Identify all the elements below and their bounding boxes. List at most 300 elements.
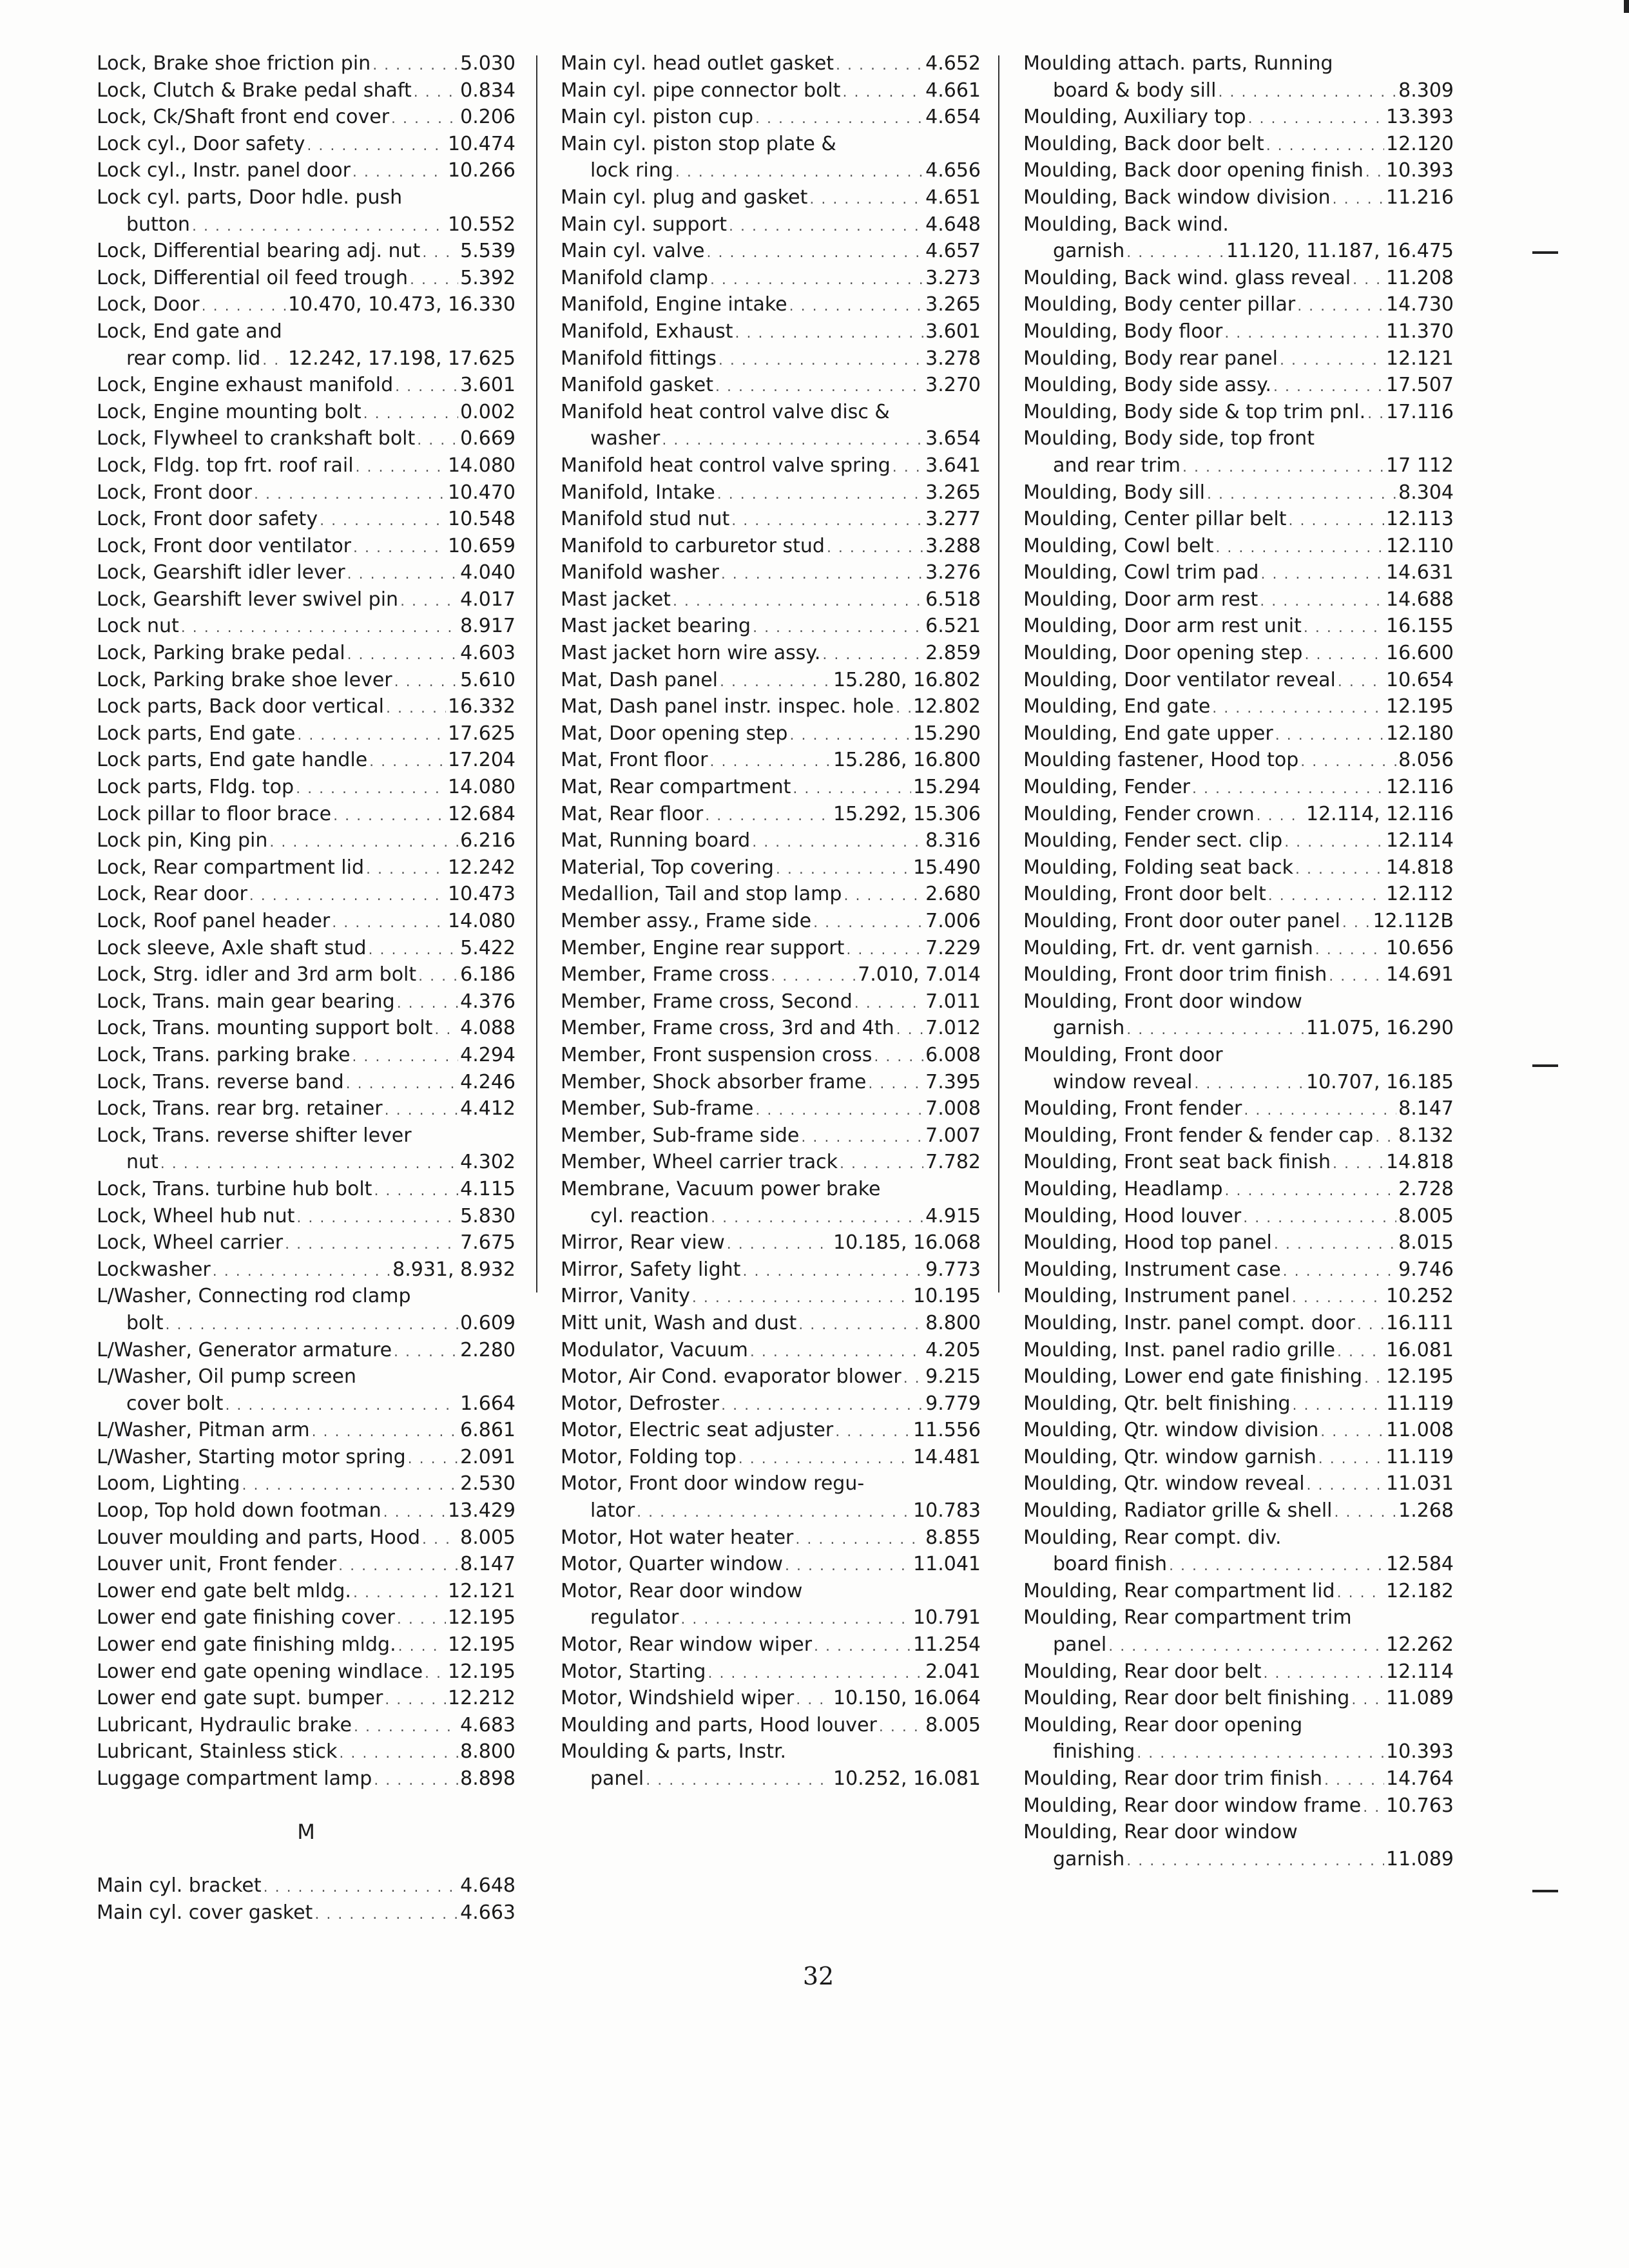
entry-reference: 4.115	[460, 1177, 516, 1200]
index-entry	[561, 1497, 981, 1524]
entry-term: garnish	[1053, 1017, 1125, 1040]
entry-reference: 7.012	[925, 1017, 981, 1040]
entry-reference: 11.370	[1386, 320, 1454, 343]
index-entry	[1023, 1846, 1454, 1873]
entry-term: Moulding, Door ventilator reveal	[1023, 668, 1336, 691]
index-entry	[97, 961, 516, 988]
entry-term: Lock cyl., Door safety	[97, 132, 305, 155]
entry-term: Lock, Door	[97, 293, 200, 316]
entry-term: washer	[590, 427, 660, 450]
entry-reference: 14.818	[1386, 856, 1454, 879]
dot-leader	[394, 1339, 458, 1364]
dot-leader	[814, 1633, 911, 1658]
dot-leader	[1307, 1472, 1384, 1497]
index-entry	[1023, 533, 1454, 560]
entry-term: Lock parts, Back door vertical	[97, 695, 385, 718]
entry-term: Motor, Air Cond. evaporator blower	[561, 1365, 901, 1389]
entry-reference: 16.155	[1386, 615, 1454, 638]
entry-term: Lock parts, End gate handle	[97, 749, 368, 772]
entry-term: Moulding, Cowl trim pad	[1023, 561, 1259, 584]
index-entry	[561, 1283, 981, 1310]
dot-leader	[1243, 1205, 1396, 1230]
dot-leader	[1375, 1124, 1396, 1149]
entry-term: Motor, Electric seat adjuster	[561, 1419, 834, 1442]
entry-reference: 3.277	[925, 508, 981, 531]
index-entry	[97, 1578, 516, 1605]
entry-reference: 12.121	[448, 1579, 516, 1602]
index-entry	[97, 1176, 516, 1203]
dot-leader	[776, 856, 911, 881]
dot-leader	[718, 347, 923, 372]
entry-term: Lock, Brake shoe friction pin	[97, 52, 371, 75]
index-entry	[561, 935, 981, 962]
entry-reference: 12.195	[1386, 1365, 1454, 1389]
index-entry	[97, 265, 516, 292]
entry-term: Motor, Defroster	[561, 1392, 720, 1415]
entry-reference: 5.392	[460, 266, 516, 289]
entry-term: Mast jacket bearing	[561, 615, 751, 638]
index-entry	[1023, 854, 1454, 881]
entry-reference: 17.625	[448, 722, 516, 745]
entry-reference: 15.280, 16.802	[833, 668, 981, 691]
entry-reference: 0.002	[460, 400, 516, 423]
index-entry	[561, 1524, 981, 1552]
entry-term: Lock, Differential bearing adj. nut	[97, 240, 421, 263]
dot-leader	[333, 803, 446, 828]
entry-term: Lock, Wheel hub nut	[97, 1204, 295, 1227]
index-entry	[561, 774, 981, 801]
entry-reference: 12.802	[913, 695, 981, 718]
entry-term: Motor, Folding top	[561, 1445, 737, 1468]
index-entry	[561, 1176, 981, 1203]
entry-reference: 4.648	[460, 1874, 516, 1898]
dot-leader	[213, 1258, 390, 1283]
dot-leader	[181, 615, 458, 640]
entry-reference: 10.150, 16.064	[833, 1687, 981, 1710]
index-entry	[561, 1095, 981, 1122]
dot-leader	[366, 856, 446, 881]
entry-reference: 4.412	[460, 1097, 516, 1120]
entry-term: board finish	[1053, 1553, 1168, 1576]
index-column-3	[1023, 50, 1454, 1872]
index-entry	[97, 1310, 516, 1337]
dot-leader	[1225, 1178, 1397, 1203]
entry-term: Lock nut	[97, 615, 179, 638]
entry-reference: 12.584	[1386, 1553, 1454, 1576]
dot-leader	[1207, 481, 1396, 506]
dot-leader	[1353, 267, 1384, 292]
dot-leader	[352, 159, 446, 184]
entry-reference: 17.204	[448, 749, 516, 772]
entry-term: Lock, Front door ventilator	[97, 534, 352, 557]
index-entry	[97, 50, 516, 77]
dot-leader	[1363, 1794, 1384, 1820]
dot-leader	[1182, 454, 1384, 479]
entry-reference: 7.782	[925, 1151, 981, 1174]
index-entry	[1023, 104, 1454, 131]
entry-reference: 12.182	[1386, 1579, 1454, 1602]
entry-term: Manifold washer	[561, 561, 719, 584]
entry-term: Lock, Ck/Shaft front end cover	[97, 106, 390, 129]
dot-leader	[347, 561, 459, 586]
dot-leader	[721, 1392, 923, 1418]
entry-term: Moulding, Back door belt	[1023, 132, 1264, 155]
index-entry	[97, 1604, 516, 1631]
entry-reference: 4.302	[460, 1151, 516, 1174]
index-entry	[97, 1738, 516, 1765]
entry-reference: 3.278	[925, 347, 981, 370]
dot-leader	[1257, 803, 1304, 828]
entry-term: Modulator, Vacuum	[561, 1338, 748, 1361]
entry-term: L/Washer, Generator armature	[97, 1338, 392, 1361]
entry-reference: 15.292, 15.306	[833, 802, 981, 825]
entry-term: Mat, Rear compartment	[561, 776, 791, 799]
index-entry	[561, 1738, 981, 1765]
entry-term: Moulding, Rear compartment trim	[1023, 1606, 1352, 1629]
dot-leader	[738, 1446, 911, 1471]
entry-reference: 4.683	[460, 1713, 516, 1736]
entry-reference: 4.205	[925, 1338, 981, 1361]
entry-reference: 10.552	[448, 213, 516, 236]
index-entry	[1023, 479, 1454, 506]
entry-term: Lock, Fldg. top frt. roof rail	[97, 454, 354, 477]
entry-term: Moulding, Rear door belt	[1023, 1660, 1262, 1683]
entry-term: Main cyl. pipe connector bolt	[561, 79, 841, 102]
dot-leader	[285, 1231, 458, 1256]
entry-term: Moulding, Fender	[1023, 776, 1191, 799]
index-entry	[97, 184, 516, 211]
dot-leader	[369, 749, 446, 774]
entry-reference: 12.110	[1386, 534, 1454, 557]
entry-term: Louver moulding and parts, Hood	[97, 1526, 421, 1549]
entry-term: Moulding, End gate	[1023, 695, 1211, 718]
index-entry	[561, 1604, 981, 1631]
index-entry	[1023, 1444, 1454, 1471]
entry-term: Motor, Hot water heater	[561, 1526, 794, 1549]
index-entry	[97, 1444, 516, 1471]
entry-reference: 3.270	[925, 374, 981, 397]
entry-term: Lock pillar to floor brace	[97, 802, 332, 825]
index-entry	[97, 1470, 516, 1497]
entry-term: Moulding, Cowl belt	[1023, 534, 1214, 557]
entry-term: Lock, Strg. idler and 3rd arm bolt	[97, 963, 417, 986]
index-entry	[561, 961, 981, 988]
dot-leader	[1284, 829, 1384, 854]
dot-leader	[795, 1526, 923, 1552]
entry-term: panel	[1053, 1633, 1107, 1657]
entry-term: Membrane, Vacuum power brake	[561, 1177, 881, 1200]
dot-leader	[1320, 1419, 1384, 1444]
entry-term: Main cyl. bracket	[97, 1874, 262, 1898]
index-entry	[97, 1417, 516, 1444]
entry-reference: 4.657	[925, 240, 981, 263]
entry-reference: 9.215	[925, 1365, 981, 1389]
entry-term: Lock, Gearshift idler lever	[97, 561, 345, 584]
entry-term: cover bolt	[126, 1392, 224, 1415]
entry-term: Moulding, Fender sect. clip	[1023, 829, 1283, 852]
entry-term: Moulding, Radiator grille & shell	[1023, 1499, 1333, 1523]
index-entry	[97, 1658, 516, 1686]
entry-term: Mast jacket horn wire assy.	[561, 642, 821, 665]
entry-reference: 12.195	[448, 1660, 516, 1683]
entry-reference: 12.114, 12.116	[1306, 802, 1454, 825]
index-entry	[1023, 1283, 1454, 1310]
index-entry	[1023, 291, 1454, 318]
entry-reference: 14.730	[1386, 293, 1454, 316]
index-entry	[1023, 586, 1454, 613]
entry-term: Moulding, Rear compartment lid	[1023, 1579, 1335, 1602]
spacer	[97, 1846, 516, 1873]
dot-leader	[296, 776, 446, 801]
index-entry	[1023, 1149, 1454, 1176]
entry-reference: 7.675	[460, 1231, 516, 1254]
entry-reference: 8.147	[460, 1553, 516, 1576]
index-entry	[1023, 211, 1454, 238]
index-entry	[561, 559, 981, 586]
dot-leader	[715, 374, 923, 399]
entry-term: Member, Frame cross	[561, 963, 769, 986]
entry-reference: 12.116	[1386, 776, 1454, 799]
dot-leader	[1300, 749, 1396, 774]
index-entry	[561, 318, 981, 345]
index-entry	[1023, 1256, 1454, 1283]
dot-leader	[1126, 1017, 1304, 1042]
entry-term: Member, Frame cross, 3rd and 4th	[561, 1017, 894, 1040]
corner-mark	[1624, 0, 1629, 13]
entry-term: Manifold fittings	[561, 347, 717, 370]
entry-reference: 6.186	[460, 963, 516, 986]
index-entry	[561, 747, 981, 774]
dot-leader	[254, 481, 446, 506]
index-entry	[561, 1203, 981, 1230]
entry-reference: 11.031	[1386, 1472, 1454, 1495]
dot-leader	[771, 963, 856, 988]
dot-leader	[675, 159, 923, 184]
index-entry	[97, 1149, 516, 1176]
entry-reference: 8.132	[1398, 1124, 1454, 1147]
dot-leader	[410, 267, 458, 292]
entry-reference: 7.229	[925, 936, 981, 959]
entry-term: Moulding, Body center pillar	[1023, 293, 1296, 316]
entry-reference: 11.120, 11.187, 16.475	[1226, 240, 1454, 263]
index-entry	[1023, 881, 1454, 908]
dot-leader	[735, 320, 924, 345]
entry-term: Member assy., Frame side	[561, 910, 812, 932]
entry-term: Moulding, Front fender	[1023, 1097, 1242, 1120]
index-entry	[561, 1470, 981, 1497]
index-entry	[1023, 1122, 1454, 1149]
entry-term: Moulding, Rear door window frame	[1023, 1794, 1362, 1817]
entry-reference: 4.648	[925, 213, 981, 236]
index-entry	[97, 479, 516, 506]
entry-term: Lock, Front door	[97, 481, 252, 504]
dot-leader	[1357, 1312, 1384, 1337]
entry-reference: 8.855	[925, 1526, 981, 1549]
index-entry	[97, 1390, 516, 1418]
dot-leader	[332, 910, 446, 935]
entry-term: Moulding, Rear door window	[1023, 1821, 1298, 1844]
entry-reference: 6.008	[925, 1043, 981, 1066]
dot-leader	[397, 1606, 446, 1631]
entry-reference: 9.773	[925, 1258, 981, 1281]
entry-term: panel	[590, 1767, 644, 1790]
entry-reference: 10.548	[448, 508, 516, 531]
dot-leader	[1260, 561, 1384, 586]
index-entry	[1023, 157, 1454, 184]
entry-term: Moulding, Hood louver	[1023, 1204, 1242, 1227]
index-entry	[97, 1872, 516, 1899]
dot-leader	[391, 106, 458, 131]
entry-reference: 12.120	[1386, 132, 1454, 155]
entry-term: Moulding, Body sill	[1023, 481, 1205, 504]
entry-term: Moulding, Front door belt	[1023, 883, 1266, 906]
entry-reference: 10.393	[1386, 159, 1454, 182]
entry-term: Moulding fastener, Hood top	[1023, 749, 1299, 772]
dot-leader	[731, 508, 923, 533]
entry-reference: 7.007	[925, 1124, 981, 1147]
index-entry	[1023, 131, 1454, 158]
index-entry	[1023, 1470, 1454, 1497]
entry-term: Moulding, Frt. dr. vent garnish	[1023, 936, 1313, 959]
dot-leader	[1304, 642, 1384, 667]
dot-leader	[711, 1205, 923, 1230]
entry-reference: 3.641	[925, 454, 981, 477]
entry-reference: 12.113	[1386, 508, 1454, 531]
dot-leader	[1268, 883, 1384, 908]
entry-term: Lower end gate finishing mldg.	[97, 1633, 396, 1657]
index-entry	[97, 747, 516, 774]
index-entry	[1023, 265, 1454, 292]
entry-reference: 11.041	[913, 1553, 981, 1576]
index-entry	[1023, 1417, 1454, 1444]
dot-leader	[386, 695, 446, 720]
dot-leader	[312, 1419, 459, 1444]
entry-term: Main cyl. cover gasket	[97, 1901, 313, 1924]
entry-term: and rear trim	[1053, 454, 1181, 477]
index-entry	[97, 1363, 516, 1390]
entry-reference: 0.609	[460, 1311, 516, 1334]
entry-reference: 14.691	[1386, 963, 1454, 986]
index-entry	[561, 425, 981, 452]
index-entry	[97, 1283, 516, 1310]
entry-term: Moulding, Qtr. window garnish	[1023, 1445, 1316, 1468]
entry-term: Lock pin, King pin	[97, 829, 268, 852]
index-entry	[97, 586, 516, 613]
entry-reference: 17.507	[1386, 374, 1454, 397]
dot-leader	[242, 1472, 458, 1497]
entry-term: Main cyl. head outlet gasket	[561, 52, 834, 75]
entry-reference: 14.080	[448, 910, 516, 932]
entry-reference: 12.114	[1386, 829, 1454, 852]
entry-term: Moulding, Instr. panel compt. door	[1023, 1311, 1355, 1334]
entry-reference: 10.707, 16.185	[1306, 1070, 1454, 1093]
entry-reference: 10.654	[1386, 668, 1454, 691]
entry-reference: 12.112	[1386, 883, 1454, 906]
dot-leader	[789, 293, 924, 318]
entry-term: Main cyl. piston cup	[561, 106, 754, 129]
entry-reference: 10.185, 16.068	[833, 1231, 981, 1254]
index-entry	[1023, 1015, 1454, 1042]
dot-leader	[353, 1580, 446, 1605]
dot-leader	[1318, 1446, 1384, 1471]
entry-reference: 4.088	[460, 1017, 516, 1040]
entry-term: Luggage compartment lamp	[97, 1767, 372, 1790]
entry-term: Lock, End gate and	[97, 320, 282, 343]
dot-leader	[1218, 79, 1396, 104]
index-entry	[97, 1899, 516, 1927]
index-entry	[97, 506, 516, 533]
index-entry	[97, 425, 516, 452]
entry-term: Mat, Running board	[561, 829, 751, 852]
dot-leader	[1324, 1767, 1384, 1792]
entry-term: Lock, Trans. reverse band	[97, 1070, 344, 1093]
entry-reference: 14.631	[1386, 561, 1454, 584]
entry-term: L/Washer, Pitman arm	[97, 1419, 310, 1442]
index-entry	[97, 1765, 516, 1792]
dot-leader	[1333, 1151, 1384, 1176]
dot-leader	[374, 1178, 458, 1203]
dot-leader	[202, 293, 286, 318]
entry-term: Manifold, Intake	[561, 481, 715, 504]
entry-term: Mirror, Vanity	[561, 1285, 690, 1308]
page-number: 32	[802, 1962, 834, 1990]
dot-leader	[1275, 722, 1384, 747]
entry-term: Mat, Front floor	[561, 749, 708, 772]
entry-reference: 14.080	[448, 776, 516, 799]
index-entry	[97, 211, 516, 238]
entry-term: Member, Wheel carrier track	[561, 1151, 838, 1174]
dot-leader	[269, 829, 458, 854]
dot-leader	[372, 52, 458, 77]
entry-reference: 6.518	[925, 588, 981, 611]
entry-reference: 0.206	[460, 106, 516, 129]
entry-reference: 8.056	[1398, 749, 1454, 772]
index-entry	[561, 1417, 981, 1444]
dot-leader	[1283, 1258, 1396, 1283]
index-entry	[1023, 559, 1454, 586]
dot-leader	[755, 1097, 923, 1122]
entry-reference: 11.008	[1386, 1419, 1454, 1442]
index-entry	[1023, 1604, 1454, 1631]
index-entry	[1023, 399, 1454, 426]
dot-leader	[1260, 588, 1384, 613]
dot-leader	[395, 374, 458, 399]
index-entry	[97, 1685, 516, 1712]
entry-reference: 13.429	[448, 1499, 516, 1523]
entry-reference: 6.216	[460, 829, 516, 852]
dot-leader	[425, 1660, 446, 1686]
entry-term: Lock cyl. parts, Door hdle. push	[97, 186, 403, 209]
dot-leader	[166, 1312, 459, 1337]
index-entry	[561, 211, 981, 238]
entry-reference: 10.195	[913, 1285, 981, 1308]
dot-leader	[297, 722, 446, 747]
entry-reference: 3.276	[925, 561, 981, 584]
index-entry	[1023, 1497, 1454, 1524]
entry-term: Lock sleeve, Axle shaft stud	[97, 936, 367, 959]
entry-reference: 2.859	[925, 642, 981, 665]
dot-leader	[385, 1687, 446, 1712]
index-entry	[561, 908, 981, 935]
entry-reference: 11.216	[1386, 186, 1454, 209]
entry-term: Lock, Trans. mounting support bolt	[97, 1017, 433, 1040]
dot-leader	[354, 1714, 458, 1739]
dot-leader	[422, 1526, 458, 1552]
dot-leader	[879, 1714, 923, 1739]
entry-term: Motor, Windshield wiper	[561, 1687, 795, 1710]
entry-term: Member, Sub-frame side	[561, 1124, 800, 1147]
index-entry	[97, 1122, 516, 1149]
